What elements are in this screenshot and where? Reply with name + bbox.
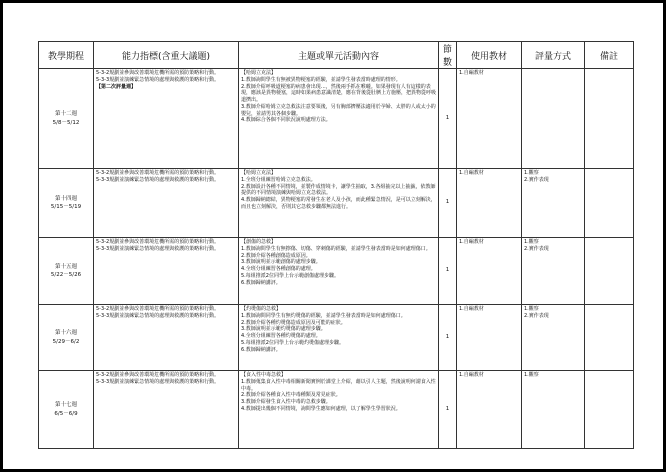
content-line: 1.教師詢問同學生有無灼燙傷的經驗，並請學生發表當時是如何處理傷口。 bbox=[241, 312, 406, 319]
note-cell bbox=[585, 169, 634, 238]
indicators-cell bbox=[94, 169, 239, 238]
content-line: 2.教師介紹呼吸道梗塞的病患會出現…，然後兩手抓在喉嚨。如果發現有人有這樣的表現，應該是異物梗塞，這時如果病患意識清楚，應在背後從肚臍上方施壓，把異物從呼吸道擠出。 bbox=[241, 83, 437, 103]
note-cell bbox=[585, 69, 634, 169]
assessment-line: 2.實作表現 bbox=[524, 176, 549, 183]
assessment-cell bbox=[522, 305, 585, 371]
week-label: 第十二週 bbox=[54, 111, 77, 118]
header-content: 主題或單元活動內容 bbox=[239, 42, 439, 69]
content-line: 【食入性中毒急救】 bbox=[241, 372, 287, 378]
assessment-line: 1.觀察 bbox=[524, 372, 539, 378]
material-line: 1.自編教材 bbox=[459, 170, 484, 176]
indicators-cell bbox=[94, 238, 239, 305]
material-cell bbox=[457, 371, 522, 449]
week-label: 第十五週 bbox=[54, 263, 77, 270]
assessment-cell bbox=[522, 69, 585, 169]
content-line: 3.教師介紹哈姆立克急救法注意要領後，另有胸部擠壓法適用於孕婦、太胖的人或太小的嬰兒，並請男其各個步驟。 bbox=[241, 103, 436, 117]
material-line: 1.自編教材 bbox=[459, 372, 484, 378]
indicator-line: 5-3-2規劃並參與改善環境危機所需的預防策略和行動。 bbox=[96, 306, 220, 312]
content-line: 1.教師詢問學生有無擦傷、切傷、穿刺傷的經驗，並請學生發表當時是如何處理傷口。 bbox=[241, 245, 431, 252]
week-cell bbox=[39, 238, 94, 305]
table-row bbox=[39, 69, 634, 169]
material-line: 1.自編教材 bbox=[459, 70, 484, 76]
curriculum-table bbox=[38, 41, 634, 449]
indicators-cell bbox=[94, 69, 239, 169]
content-line: 1.教師蒐集食入性中毒相關新聞實例於課堂上介紹，藉以引人主題，然後說明何謂食入性中毒。 bbox=[241, 378, 436, 392]
content-line: 2.教師介紹各種食入性中毒種類及常見症狀。 bbox=[241, 392, 341, 399]
content-line: 3.教師介紹發生食入性中毒的急救步驟。 bbox=[241, 399, 331, 405]
week-dates: 6/5－6/9 bbox=[54, 410, 78, 417]
indicator-line: 5-3-2規劃並參與改善環境危機所需的預防策略和行動。 bbox=[96, 372, 220, 378]
content-cell bbox=[239, 169, 439, 238]
week-label: 第十七週 bbox=[54, 402, 77, 409]
content-line: 3.教師說明並示範灼燙傷的處理步驟。 bbox=[241, 326, 326, 333]
indicator-line: 5-3-2規劃並參與改善環境危機所需的預防策略和行動。 bbox=[96, 239, 220, 245]
header-indicators: 能力指標(含重大議題) bbox=[94, 42, 239, 69]
indicator-line: 5-3-3規劃並演練緊急情境的處理與救護的策略和行動。 bbox=[96, 378, 220, 385]
content-line: 2.教師介紹各種創傷造成原因。 bbox=[241, 252, 311, 259]
material-cell bbox=[457, 305, 522, 371]
week-cell bbox=[39, 371, 94, 449]
content-line: 1.教師詢問學生有無被異物梗塞的經驗，並請學生發表當時處理的情形。 bbox=[241, 76, 401, 83]
content-line: 4.教師提出幾個不同情境，詢問學生應如何處理，以了解學生學習狀況。 bbox=[241, 405, 401, 412]
content-cell bbox=[239, 305, 439, 371]
hours-cell: 1 bbox=[439, 305, 457, 371]
material-cell bbox=[457, 238, 522, 305]
indicator-line: 5-3-3規劃並演練緊急情境的處理與救護的策略和行動。 bbox=[96, 245, 220, 252]
content-line: 1.全班分組練習哈姆立克急救法。 bbox=[241, 176, 316, 183]
content-line: 4.全班分組練習各種灼燙傷的處理。 bbox=[241, 333, 321, 339]
header-note: 備註 bbox=[585, 42, 634, 69]
note-cell bbox=[585, 238, 634, 305]
note-cell bbox=[585, 371, 634, 449]
material-cell bbox=[457, 69, 522, 169]
week-dates: 5/22－5/26 bbox=[50, 272, 82, 278]
indicator-line: 5-3-3規劃並演練緊急情境的處理與救護的策略和行動。 bbox=[96, 76, 220, 83]
content-cell bbox=[239, 371, 439, 449]
header-material: 使用教材 bbox=[457, 42, 522, 69]
hours-cell: 1 bbox=[439, 238, 457, 305]
content-line: 2.教師設計各種不同情境，並製作成情境卡，讓學生抽取，3.各組抽完以上抽籤，依教師提供的不同情境演練與哈姆立克急救法。 bbox=[241, 183, 436, 197]
content-cell bbox=[239, 238, 439, 305]
week-label: 第十六週 bbox=[54, 330, 77, 337]
content-line: 4.全班分組練習各種創傷的處理。 bbox=[241, 266, 316, 272]
content-cell bbox=[239, 69, 439, 169]
week-cell bbox=[39, 169, 94, 238]
content-line: 【創傷的急救】 bbox=[241, 239, 277, 245]
week-cell bbox=[39, 69, 94, 169]
table-row bbox=[39, 371, 634, 449]
hours-cell: 1 bbox=[439, 169, 457, 238]
hours-cell: 1 bbox=[439, 371, 457, 449]
indicator-line: 5-3-2規劃並參與改善環境危機所需的預防策略和行動。 bbox=[96, 70, 220, 76]
material-cell bbox=[457, 169, 522, 238]
header-week: 教學期程 bbox=[39, 42, 94, 69]
header-assessment: 評量方式 bbox=[522, 42, 585, 69]
assessment-cell bbox=[522, 238, 585, 305]
content-line: 6.教師歸納講評。 bbox=[241, 279, 281, 286]
header-row bbox=[39, 42, 634, 69]
assessment-line: 1.觀察 bbox=[524, 239, 539, 245]
assessment-cell bbox=[522, 371, 585, 449]
assessment-line: 1.觀察 bbox=[524, 306, 539, 312]
week-label: 第十四週 bbox=[54, 195, 77, 202]
content-line: 5.每組推派2位同學上台示範灼燙傷處理步驟。 bbox=[241, 339, 344, 346]
assessment-line: 2.實作表現 bbox=[524, 312, 549, 319]
week-dates: 5/15－5/19 bbox=[50, 204, 82, 210]
content-line: 3.教師說明並示範創傷的處理步驟。 bbox=[241, 259, 321, 266]
week-cell bbox=[39, 305, 94, 371]
content-line: 6.教師歸納講評。 bbox=[241, 346, 281, 353]
indicators-cell bbox=[94, 371, 239, 449]
table-row bbox=[39, 238, 634, 305]
content-line: 2.教師介紹各種灼燙傷造成原因及可能的症狀。 bbox=[241, 319, 346, 326]
content-line: 4.教師歸納總結，異物梗塞的常發生在老人及小孩，而此種緊急情況，是可以立刻解決，而且也立刻解決，否則其它急救步驟都無法進行。 bbox=[241, 197, 436, 210]
assessment-line: 2.實作表現 bbox=[524, 245, 549, 252]
material-line: 1.自編教材 bbox=[459, 239, 484, 245]
note-cell bbox=[585, 305, 634, 371]
content-line: 【灼燙傷的急救】 bbox=[241, 306, 282, 312]
table-row bbox=[39, 169, 634, 238]
hours-cell: 1 bbox=[439, 69, 457, 169]
indicator-line: 5-3-3規劃並演練緊急情境的處理與救護的策略和行動。 bbox=[96, 176, 220, 183]
assessment-cell bbox=[522, 169, 585, 238]
content-line: 【哈姆立克法】 bbox=[241, 170, 277, 176]
indicator-line: 5-3-2規劃並參與改善環境危機所需的預防策略和行動。 bbox=[96, 170, 220, 176]
week-dates: 5/8－5/12 bbox=[52, 119, 80, 126]
header-hours: 節數 bbox=[439, 42, 457, 69]
material-line: 1.自編教材 bbox=[459, 306, 484, 312]
indicators-cell bbox=[94, 305, 239, 371]
indicator-line: 5-3-3規劃並演練緊急情境的處理與救護的策略和行動。 bbox=[96, 312, 220, 319]
assessment-line: 1.觀察 bbox=[524, 170, 539, 176]
exam-week-note: 【第二次評量週】 bbox=[96, 83, 137, 90]
content-line: 4.教師綜合各個不同狀況說明處理方法。 bbox=[241, 117, 331, 124]
table-row bbox=[39, 305, 634, 371]
content-line: 5.每組推派2位同學上台示範創傷處理步驟。 bbox=[241, 272, 339, 279]
content-line: 【哈姆立克法】 bbox=[241, 70, 277, 76]
week-dates: 5/29－6/2 bbox=[52, 338, 80, 345]
